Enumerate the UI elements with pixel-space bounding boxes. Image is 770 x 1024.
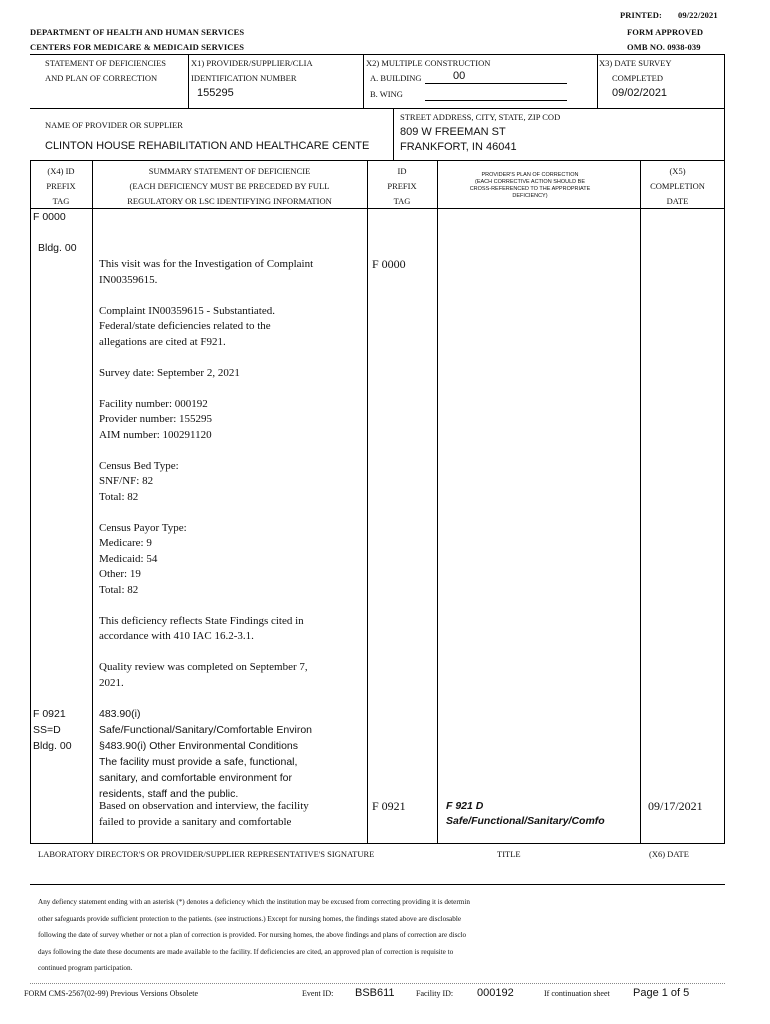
x6-date-label: (X6) DATE [649,849,689,859]
statement-label-2: AND PLAN OF CORRECTION [45,73,158,83]
x1-label-2: IDENTIFICATION NUMBER [191,73,297,83]
printed-label: PRINTED: [620,10,662,20]
provider-name-label: NAME OF PROVIDER OR SUPPLIER [45,120,183,130]
x5-header-2: COMPLETION [650,181,705,191]
facility-id-value: 000192 [477,987,514,999]
printed-date: 09/22/2021 [678,10,718,20]
x4-header-1: (X4) ID [47,166,75,176]
title-label: TITLE [497,849,521,859]
prefix-tag-f0921: F 0921 SS=D Bldg. 00 [33,708,72,752]
form-number: FORM CMS-2567(02-99) Previous Versions Obsolete [24,989,199,998]
plan-header-4: DEFICIENCY) [512,193,548,199]
id-tag-f0000: F 0000 [372,257,406,271]
disclaimer [38,894,470,977]
summary-header-3: REGULATORY OR LSC IDENTIFYING INFORMATION [127,196,332,206]
id-tag-f0921: F 0921 [372,799,406,813]
plan-title-f921: Safe/Functional/Sanitary/Comfo [446,815,605,827]
disclaimer-line-2: other safeguards provide sufficient protection to the patients. (see instructions.) Except for nursing homes, the findings stated above are disclosable [38,914,462,923]
x4-header-2: PREFIX [46,181,76,191]
provider-id-number: 155295 [197,87,234,99]
lab-director-signature-label: LABORATORY DIRECTOR'S OR PROVIDER/SUPPLIER REPRESENTATIVE'S SIGNATURE [38,849,375,859]
summary-findings-f0921: Based on observation and interview, the facility failed to provide a sanitary and comfortable [99,800,309,828]
summary-header-1: SUMMARY STATEMENT OF DEFICIENCIE [148,166,311,176]
department-name: DEPARTMENT OF HEALTH AND HUMAN SERVICES [30,27,245,37]
summary-header-2: (EACH DEFICIENCY MUST BE PRECEDED BY FULL [129,181,330,191]
completion-date-f921: 09/17/2021 [648,799,703,813]
x1-label-1: X1) PROVIDER/SUPPLIER/CLIA [191,58,313,68]
plan-header [440,172,620,200]
id-header-3: TAG [393,196,411,206]
plan-header-3: CROSS-REFERENCED TO THE APPROPRIATE [469,186,591,192]
address-line-1: 809 W FREEMAN ST [400,126,506,138]
building-label: A. BUILDING [370,73,422,83]
statement-label-1: STATEMENT OF DEFICIENCIES [45,58,167,68]
prefix-tag-f0000: F 0000 [33,211,66,223]
plan-tag-f921: F 921 D [446,800,484,812]
date-survey-value: 09/02/2021 [612,87,668,99]
disclaimer-line-5: continued program participation. [38,964,133,972]
building-value: 00 [453,70,466,82]
centers-name: CENTERS FOR MEDICARE & MEDICAID SERVICES [30,42,245,52]
x4-header-3: TAG [52,196,70,206]
omb-number: OMB NO. 0938-039 [627,42,701,52]
provider-name: CLINTON HOUSE REHABILITATION AND HEALTHCARE CENTE [45,140,370,152]
disclaimer-line-1: Any defiency statement ending with an asterisk (*) denotes a deficiency which the institution may be excused from correcting providing it is determin [38,898,470,906]
id-header-2: PREFIX [387,181,417,191]
wing-label: B. WING [370,89,403,99]
facility-id-label: Facility ID: [416,989,454,998]
id-header-1: ID [397,166,407,176]
disclaimer-line-3: following the date of survey whether or not a plan of correction is provided. For nursing homes, the above findings and plans of correction are disclo [38,931,467,939]
address-line-2: FRANKFORT, IN 46041 [400,141,517,153]
plan-header-2: (EACH CORRECTIVE ACTION SHOULD BE [474,179,586,185]
plan-header-1: PROVIDER'S PLAN OF CORRECTION [481,172,579,178]
bldg-label-1: Bldg. 00 [38,242,77,254]
event-id-value: BSB611 [355,987,395,999]
summary-text-f0000: This visit was for the Investigation of Complaint IN00359615. Complaint IN00359615 - Substantiated. Federal/state deficiencies related to the allegations are cited at F921. Survey date: September 2, 2021 Facility number: 000192 Provider number: 155295 AIM number: 100291120 Census Bed Type: SNF/NF: 82 Total: 82 Census Payor Type: Medicare: 9 Medicaid: 54 Other: 19 Total: 82 This deficiency reflects State Findings cited in accordance with 410 IAC 16.2-3.1. Quality review was completed on September 7, 2021. [99,258,314,689]
form-approved: FORM APPROVED [627,27,704,37]
x5-header-3: DATE [666,196,689,206]
address-label: STREET ADDRESS, CITY, STATE, ZIP COD [400,112,561,122]
page-number: Page 1 of 5 [633,987,690,999]
date-survey-label-1: X3) DATE SURVEY [599,58,672,68]
summary-regulation-f0921: 483.90(i) Safe/Functional/Sanitary/Comfortable Environ §483.90(i) Other Environmental Conditions The facility must provide a safe, functional, sanitary, and comfortable environment for residents, staff and the public. [99,708,313,800]
multiple-construction-label: X2) MULTIPLE CONSTRUCTION [366,58,491,68]
event-id-label: Event ID: [302,989,334,998]
continuation-label: If continuation sheet [544,989,610,998]
disclaimer-line-4: days following the date these documents are made available to the facility. If deficiencies are cited, an approved plan of correction is requisite to [38,947,454,956]
x5-header-1: (X5) [669,166,686,176]
date-survey-label-2: COMPLETED [612,73,663,83]
